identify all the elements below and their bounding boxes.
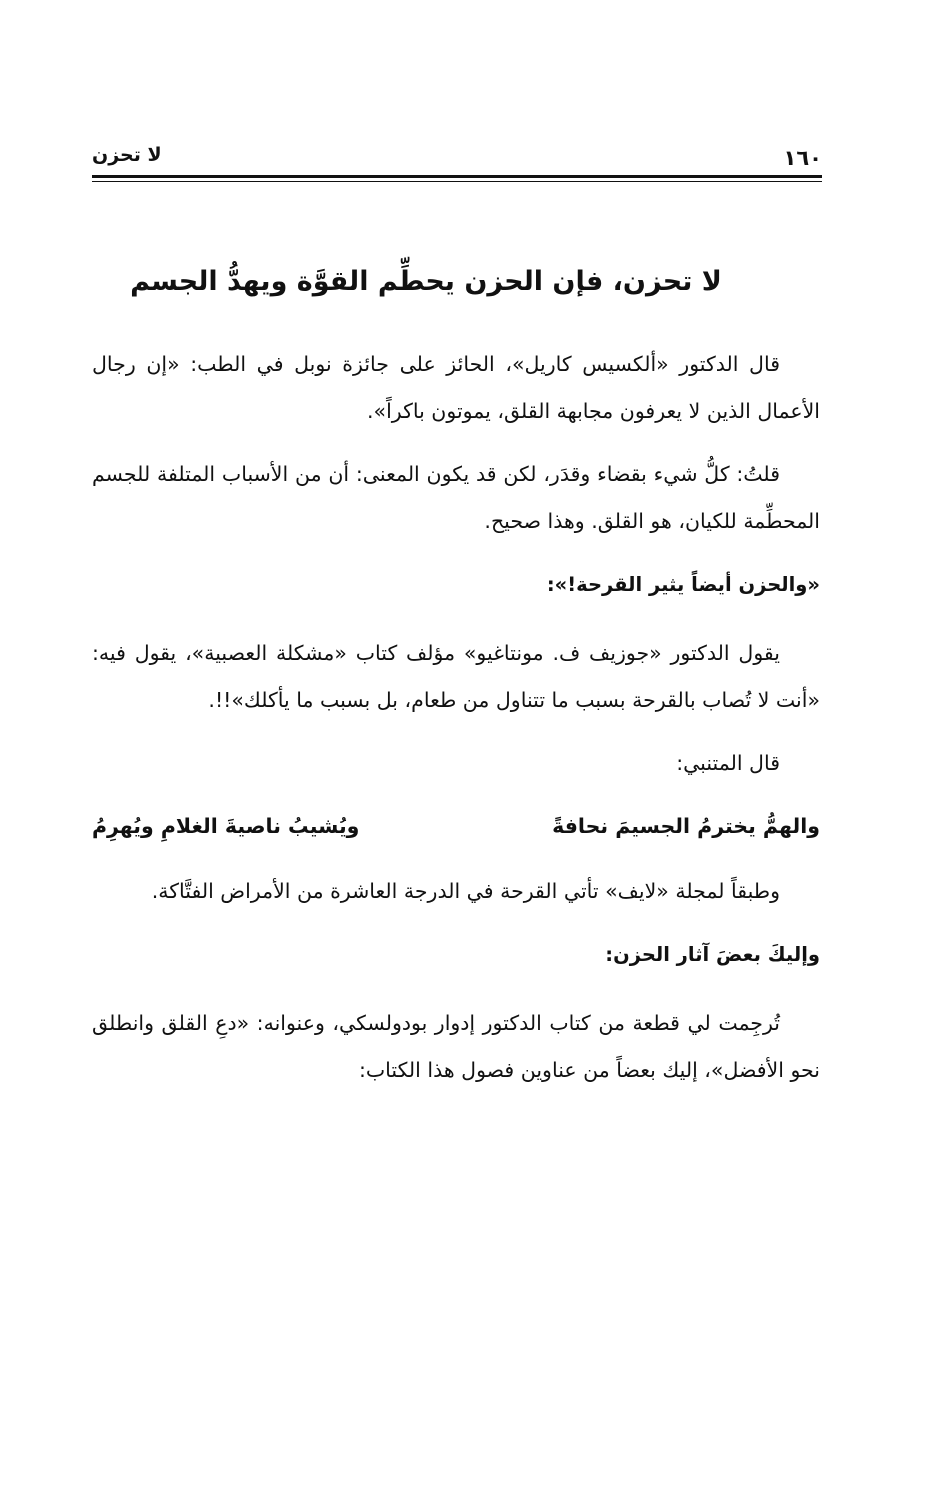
verse-first-hemistich: والهمُّ يخترمُ الجسيمَ نحافةً	[552, 813, 820, 838]
paragraph-carrel-quote: قال الدكتور «ألكسيس كاريل»، الحائز على جائزة نوبل في الطب: «إن رجال الأعمال الذين لا يعرفون مجابهة القلق، يموتون باكراً».	[92, 351, 820, 423]
subheading-effects: وإليكَ بعضَ آثار الحزن:	[605, 942, 820, 966]
page-header	[92, 140, 822, 188]
header-rule-thin	[92, 181, 822, 182]
paragraph-life-magazine: وطبقاً لمجلة «لايف» تأتي القرحة في الدرجة العاشرة من الأمراض الفتَّاكة.	[151, 878, 780, 903]
paragraph-author-comment: قلتُ: كلُّ شيء بقضاء وقدَر، لكن قد يكون المعنى: أن من الأسباب المتلفة للجسم المحطِّمة للكيان، هو القلق. وهذا صحيح.	[92, 461, 820, 533]
running-title: لا تحزن	[92, 144, 162, 166]
subheading-ulcer: «والحزن أيضاً يثير القرحة!»:	[546, 572, 820, 596]
page-body	[92, 262, 820, 1110]
verse-second-hemistich: ويُشيبُ ناصيةَ الغلامِ ويُهرِمُ	[92, 813, 360, 838]
page-number: ١٦٠	[783, 146, 822, 170]
chapter-title: لا تحزن، فإن الحزن يحطِّم القوَّة ويهدُّ الجسم	[130, 266, 722, 297]
paragraph-mutanabbi-intro: قال المتنبي:	[676, 750, 780, 775]
poem-verse	[92, 803, 820, 850]
header-rule-thick	[92, 175, 822, 178]
paragraph-montague-quote: يقول الدكتور «جوزيف ف. مونتاغيو» مؤلف كتاب «مشكلة العصبية»، يقول فيه: «أنت لا تُصاب بالقرحة بسبب ما تتناول من طعام، بل بسبب ما يأكلك»!!.	[92, 640, 820, 712]
paragraph-podolsky-book: تُرجِمت لي قطعة من كتاب الدكتور إدوار بودولسكي، وعنوانه: «دعِ القلق وانطلق نحو الأفضل»، إليك بعضاً من عناوين فصول هذا الكتاب:	[92, 1010, 820, 1082]
